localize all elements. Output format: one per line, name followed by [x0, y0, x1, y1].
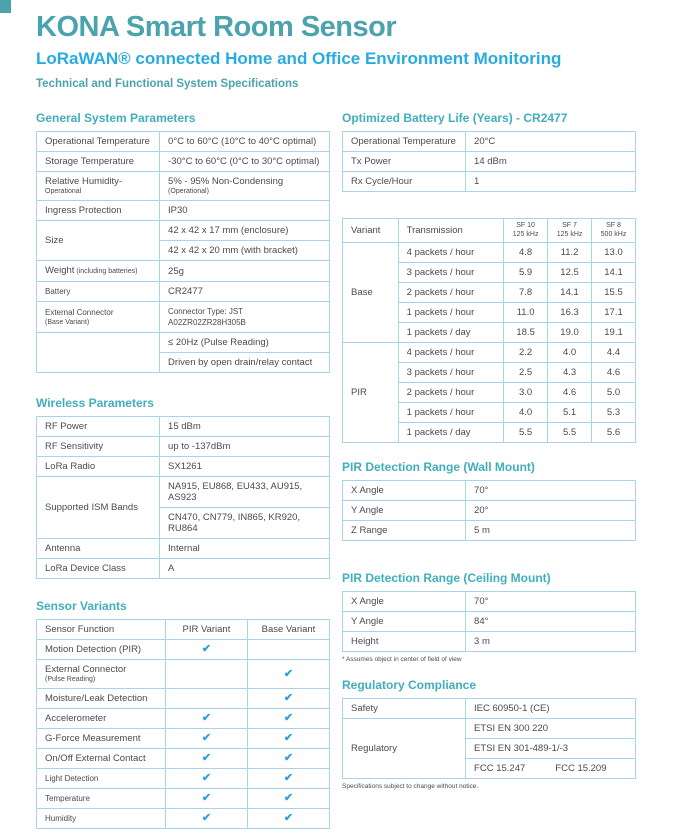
cell-text: up to -137dBm	[168, 441, 231, 452]
value-cell: 16.3	[548, 303, 592, 323]
value-cell: 4.6	[592, 363, 636, 383]
spec-label	[37, 477, 160, 539]
spec-value	[466, 612, 636, 632]
table-row	[37, 539, 330, 559]
section-heading-ceiling: PIR Detection Range (Ceiling Mount)	[342, 571, 551, 585]
check-cell	[247, 709, 329, 729]
check-icon: ✔	[201, 792, 212, 804]
value-cell: 2.5	[504, 363, 548, 383]
section-heading-general: General System Parameters	[36, 111, 196, 125]
spec-label	[343, 501, 466, 521]
variant-cell: Base	[343, 243, 399, 343]
spec-value	[466, 501, 636, 521]
table-row	[343, 132, 636, 152]
check-icon: ✔	[283, 692, 294, 704]
table-row	[37, 172, 330, 201]
sf-header	[504, 219, 548, 243]
spec-value	[466, 132, 636, 152]
cell-subnote: (Base Variant)	[45, 319, 90, 326]
cell-text: CR2477	[168, 286, 203, 297]
spec-label	[37, 333, 160, 373]
cell-note: (including batteries)	[74, 268, 138, 275]
cell-text: 14 dBm	[474, 156, 507, 167]
cell-text: Moisture/Leak Detection	[45, 693, 148, 704]
matrix-header-row	[343, 219, 636, 243]
cell-text: 5% - 95% Non-Condensing	[168, 176, 284, 187]
value-cell: 4.3	[548, 363, 592, 383]
cell-text: CN470, CN779, IN865, KR920, RU864	[168, 512, 301, 534]
table-row	[343, 612, 636, 632]
cell-text: Antenna	[45, 543, 81, 554]
cell-text: Connector Type: JST A02ZR02ZR28H305B	[168, 307, 246, 327]
cell-text: Driven by open drain/relay contact	[168, 357, 313, 368]
table-row	[343, 501, 636, 521]
cell-text: Height	[351, 636, 379, 647]
spec-label	[343, 172, 466, 192]
cell-text: 1	[474, 176, 480, 187]
sensor-function-cell	[37, 640, 166, 660]
section-sensor-variants	[36, 599, 330, 829]
check-cell	[165, 709, 247, 729]
check-cell	[165, 729, 247, 749]
cell-text: Rx Cycle/Hour	[351, 176, 413, 187]
transmission-cell: 3 packets / hour	[398, 263, 503, 283]
cell-text: Supported ISM Bands	[45, 502, 138, 513]
section-general-system	[36, 111, 330, 373]
spec-value	[160, 241, 330, 261]
sf-header-line1: SF 10	[516, 222, 535, 229]
cell-text: ≤ 20Hz (Pulse Reading)	[168, 337, 269, 348]
spec-label	[37, 152, 160, 172]
check-cell	[165, 689, 247, 709]
sf-header	[592, 219, 636, 243]
section-pir-wall	[342, 460, 636, 541]
transmission-cell: 1 packets / day	[398, 323, 503, 343]
transmission-cell: 4 packets / hour	[398, 243, 503, 263]
spec-value	[466, 481, 636, 501]
check-icon: ✔	[201, 712, 212, 724]
spec-label	[343, 632, 466, 652]
left-column	[36, 111, 330, 829]
spec-value	[160, 353, 330, 373]
spec-label	[37, 539, 160, 559]
cell-subnote: Operational	[45, 188, 82, 195]
cell-text: Y Angle	[351, 616, 384, 627]
value-cell: 14.1	[592, 263, 636, 283]
cell-text: LoRa Device Class	[45, 563, 126, 574]
cell-text: 20°C	[474, 136, 496, 147]
sensor-function-cell	[37, 660, 166, 689]
table-row	[343, 632, 636, 652]
spec-label	[343, 521, 466, 541]
value-cell: 19.0	[548, 323, 592, 343]
cell-text: RF Sensitivity	[45, 441, 104, 452]
check-icon: ✔	[201, 752, 212, 764]
spec-label	[343, 592, 466, 612]
spec-value	[160, 477, 330, 508]
spec-label	[37, 417, 160, 437]
spec-value	[160, 261, 330, 282]
cell-text: 5 m	[474, 525, 490, 536]
value-cell: 4.0	[548, 343, 592, 363]
spec-value	[160, 333, 330, 353]
spec-value	[466, 592, 636, 612]
ceiling-footnote: * Assumes object in center of field of view	[342, 656, 462, 663]
value-cell: 14.1	[548, 283, 592, 303]
table-row	[37, 282, 330, 302]
spec-value	[466, 152, 636, 172]
transmission-cell: 4 packets / hour	[398, 343, 503, 363]
cell-text: -30°C to 60°C (0°C to 30°C optimal)	[168, 156, 320, 167]
spec-value	[160, 302, 330, 333]
cell-text: LoRa Radio	[45, 461, 96, 472]
sf-header-line1: SF 7	[562, 222, 577, 229]
spec-value	[160, 539, 330, 559]
table-row	[37, 333, 330, 353]
table-row	[343, 152, 636, 172]
check-icon: ✔	[283, 712, 294, 724]
cell-text: Internal	[168, 543, 200, 554]
value-cell: 11.0	[504, 303, 548, 323]
sensor-variants-table	[36, 619, 330, 829]
spec-label	[37, 221, 160, 261]
cell-text: Motion Detection (PIR)	[45, 644, 142, 655]
table-row	[343, 719, 636, 739]
value-cell: 2.2	[504, 343, 548, 363]
variant-header: Variant	[343, 219, 399, 243]
spec-value	[160, 172, 330, 201]
table-row	[37, 221, 330, 241]
spec-label	[343, 699, 466, 719]
check-cell	[247, 769, 329, 789]
spec-value	[466, 719, 636, 739]
section-regulatory	[342, 678, 636, 791]
value-cell: 5.6	[592, 423, 636, 443]
sensor-function-cell	[37, 769, 166, 789]
transmission-cell: 1 packets / day	[398, 423, 503, 443]
check-icon: ✔	[283, 792, 294, 804]
cell-text: Relative Humidity-	[45, 176, 123, 187]
cell-text: 70°	[474, 485, 489, 496]
sensor-function-header: Sensor Function	[37, 620, 166, 640]
check-cell	[247, 809, 329, 829]
variants-row	[37, 809, 330, 829]
check-cell	[165, 640, 247, 660]
variant-column-header: Base Variant	[247, 620, 329, 640]
value-cell: 18.5	[504, 323, 548, 343]
variant-cell: PIR	[343, 343, 399, 443]
check-cell	[247, 689, 329, 709]
cell-text: Ingress Protection	[45, 205, 122, 216]
spec-value	[160, 221, 330, 241]
value-cell: 11.2	[548, 243, 592, 263]
value-cell: 5.3	[592, 403, 636, 423]
cell-text: G-Force Measurement	[45, 733, 141, 744]
cell-text: Y Angle	[351, 505, 384, 516]
cell-text: Accelerometer	[45, 713, 107, 724]
table-row	[37, 417, 330, 437]
sensor-function-cell	[37, 809, 166, 829]
variants-row	[37, 689, 330, 709]
sf-header-line1: SF 8	[606, 222, 621, 229]
check-icon: ✔	[201, 772, 212, 784]
value-cell: 17.1	[592, 303, 636, 323]
general-system-table	[36, 131, 330, 373]
cell-text: RF Power	[45, 421, 88, 432]
cell-text: Humidity	[45, 814, 77, 823]
cell-text: 84°	[474, 616, 489, 627]
cell-text: 25g	[168, 265, 184, 277]
section-heading-wireless: Wireless Parameters	[36, 396, 154, 410]
section-wireless	[36, 396, 330, 579]
spec-label	[37, 302, 160, 333]
spec-label	[37, 437, 160, 457]
spec-label	[37, 282, 160, 302]
cell-text: Temperature	[45, 794, 90, 803]
table-row	[37, 152, 330, 172]
pir-ceiling-mount-table	[342, 591, 636, 652]
sensor-function-cell	[37, 749, 166, 769]
cell-text: External Connector	[45, 308, 114, 317]
table-row	[37, 302, 330, 333]
table-row	[343, 592, 636, 612]
cell-text: A	[168, 563, 175, 574]
cell-text: Operational Temperature	[351, 136, 456, 147]
section-pir-ceiling	[342, 571, 636, 664]
spec-value	[160, 201, 330, 221]
spec-value	[466, 759, 636, 779]
sf-header	[548, 219, 592, 243]
cell-text: 70°	[474, 596, 489, 607]
variants-row	[37, 769, 330, 789]
value-cell: 4.0	[504, 403, 548, 423]
check-icon: ✔	[283, 812, 294, 824]
cell-text: X Angle	[351, 596, 384, 607]
spec-label	[37, 559, 160, 579]
check-icon: ✔	[201, 732, 212, 744]
value-cell: 13.0	[592, 243, 636, 263]
check-icon: ✔	[283, 732, 294, 744]
corner-accent-mark	[0, 0, 11, 13]
section-heading-wall: PIR Detection Range (Wall Mount)	[342, 460, 535, 474]
transmission-cell: 3 packets / hour	[398, 363, 503, 383]
section-battery-life	[342, 111, 636, 192]
section-heading-battery: Optimized Battery Life (Years) - CR2477	[342, 111, 568, 125]
variants-row	[37, 729, 330, 749]
value-cell: 4.4	[592, 343, 636, 363]
table-row	[37, 201, 330, 221]
cell-text: IP30	[168, 205, 188, 216]
wireless-parameters-table	[36, 416, 330, 579]
value-cell: 5.1	[548, 403, 592, 423]
value-cell: 5.5	[548, 423, 592, 443]
sensor-function-cell	[37, 729, 166, 749]
matrix-row	[343, 243, 636, 263]
battery-life-table	[342, 131, 636, 192]
cell-text: 0°C to 60°C (10°C to 40°C optimal)	[168, 136, 317, 147]
page-subtitle: LoRaWAN® connected Home and Office Environment Monitoring	[36, 49, 562, 68]
spec-label	[343, 152, 466, 172]
value-cell: 19.1	[592, 323, 636, 343]
check-cell	[247, 660, 329, 689]
table-row	[37, 477, 330, 508]
cell-text: ETSI EN 301-489-1/-3	[474, 743, 569, 754]
table-row	[343, 481, 636, 501]
value-cell: 5.9	[504, 263, 548, 283]
cell-text: FCC 15.247	[474, 763, 526, 774]
cell-text: Regulatory	[351, 743, 397, 754]
cell-text: Size	[45, 235, 64, 246]
cell-text: Tx Power	[351, 156, 392, 167]
sf-header-line2: 125 kHz	[512, 230, 539, 238]
transmission-cell: 1 packets / hour	[398, 303, 503, 323]
spec-value	[466, 172, 636, 192]
spec-label	[37, 172, 160, 201]
spec-value	[160, 132, 330, 152]
cell-text: Z Range	[351, 525, 388, 536]
variants-row	[37, 749, 330, 769]
check-cell	[247, 640, 329, 660]
sensor-function-cell	[37, 789, 166, 809]
cell-text: 42 x 42 x 20 mm (with bracket)	[168, 245, 298, 256]
spec-label	[343, 132, 466, 152]
spec-value	[160, 437, 330, 457]
table-row	[343, 172, 636, 192]
spec-value	[160, 508, 330, 539]
check-cell	[165, 660, 247, 689]
cell-text: 15 dBm	[168, 421, 201, 432]
variants-row	[37, 660, 330, 689]
right-column	[342, 111, 636, 791]
spec-label	[37, 457, 160, 477]
spec-value	[466, 699, 636, 719]
table-row	[37, 132, 330, 152]
cell-subnote: (Pulse Reading)	[45, 676, 96, 683]
spec-value	[160, 457, 330, 477]
cell-text: SX1261	[168, 461, 202, 472]
table-row	[37, 437, 330, 457]
cell-text: IEC 60950-1 (CE)	[474, 703, 550, 714]
value-cell: 7.8	[504, 283, 548, 303]
check-cell	[247, 789, 329, 809]
value-cell: 5.0	[592, 383, 636, 403]
cell-text: X Angle	[351, 485, 384, 496]
variant-column-header: PIR Variant	[165, 620, 247, 640]
check-icon: ✔	[201, 643, 212, 655]
sf-header-line2: 500 kHz	[600, 230, 627, 238]
specifications-footnote: Specifications subject to change without notice.	[342, 783, 479, 790]
sensor-function-cell	[37, 689, 166, 709]
spec-label	[37, 132, 160, 152]
spec-label	[37, 201, 160, 221]
battery-life-matrix-table	[342, 218, 636, 443]
page-tagline: Technical and Functional System Specifications	[36, 78, 299, 90]
table-row	[37, 261, 330, 282]
section-heading-variants: Sensor Variants	[36, 599, 127, 613]
cell-text: Battery	[45, 287, 71, 296]
transmission-cell: 1 packets / hour	[398, 403, 503, 423]
check-icon: ✔	[283, 772, 294, 784]
spec-label	[343, 612, 466, 632]
spec-value	[160, 559, 330, 579]
cell-text: Safety	[351, 703, 378, 714]
spec-label	[343, 719, 466, 779]
check-icon: ✔	[201, 812, 212, 824]
spec-label	[343, 481, 466, 501]
value-cell: 4.8	[504, 243, 548, 263]
regulatory-compliance-table	[342, 698, 636, 779]
section-heading-regulatory: Regulatory Compliance	[342, 678, 477, 692]
value-cell: 12.5	[548, 263, 592, 283]
transmission-cell: 2 packets / hour	[398, 383, 503, 403]
spec-value	[160, 152, 330, 172]
spec-value	[466, 739, 636, 759]
check-icon: ✔	[283, 752, 294, 764]
check-cell	[247, 749, 329, 769]
spec-value	[466, 632, 636, 652]
check-cell	[165, 749, 247, 769]
check-cell	[165, 789, 247, 809]
variants-header-row	[37, 620, 330, 640]
page-title: KONA Smart Room Sensor	[36, 11, 397, 43]
pir-wall-mount-table	[342, 480, 636, 541]
check-cell	[165, 769, 247, 789]
table-row	[343, 521, 636, 541]
value-cell: 15.5	[592, 283, 636, 303]
check-cell	[165, 809, 247, 829]
check-cell	[247, 729, 329, 749]
transmission-cell: 2 packets / hour	[398, 283, 503, 303]
cell-text: Light Detection	[45, 774, 99, 783]
cell-text: On/Off External Contact	[45, 753, 146, 764]
cell-text: NA915, EU868, EU433, AU915, AS923	[168, 481, 303, 503]
variants-row	[37, 640, 330, 660]
cell-text: 42 x 42 x 17 mm (enclosure)	[168, 225, 289, 236]
value-cell: 5.5	[504, 423, 548, 443]
value-cell: 4.6	[548, 383, 592, 403]
transmission-header: Transmission	[398, 219, 503, 243]
table-row	[343, 699, 636, 719]
check-icon: ✔	[283, 667, 294, 680]
two-column-layout	[36, 111, 637, 829]
sensor-function-cell	[37, 709, 166, 729]
cell-text: ETSI EN 300 220	[474, 723, 548, 734]
spec-value	[160, 282, 330, 302]
variants-row	[37, 709, 330, 729]
cell-text: Storage Temperature	[45, 156, 135, 167]
table-row	[37, 559, 330, 579]
sf-header-line2: 125 kHz	[556, 230, 583, 238]
spec-value	[466, 521, 636, 541]
value-cell: 3.0	[504, 383, 548, 403]
cell-text: Operational Temperature	[45, 136, 150, 147]
table-row	[37, 457, 330, 477]
variants-row	[37, 789, 330, 809]
cell-text: 20°	[474, 505, 489, 516]
cell-text: Weight	[45, 265, 75, 276]
cell-text: External Connector	[45, 664, 127, 675]
spec-value	[160, 417, 330, 437]
cell-subnote: (Operational)	[168, 188, 209, 195]
cell-text-2: FCC 15.209	[555, 763, 607, 774]
cell-text: 3 m	[474, 636, 490, 647]
matrix-row	[343, 343, 636, 363]
spec-label	[37, 261, 160, 282]
